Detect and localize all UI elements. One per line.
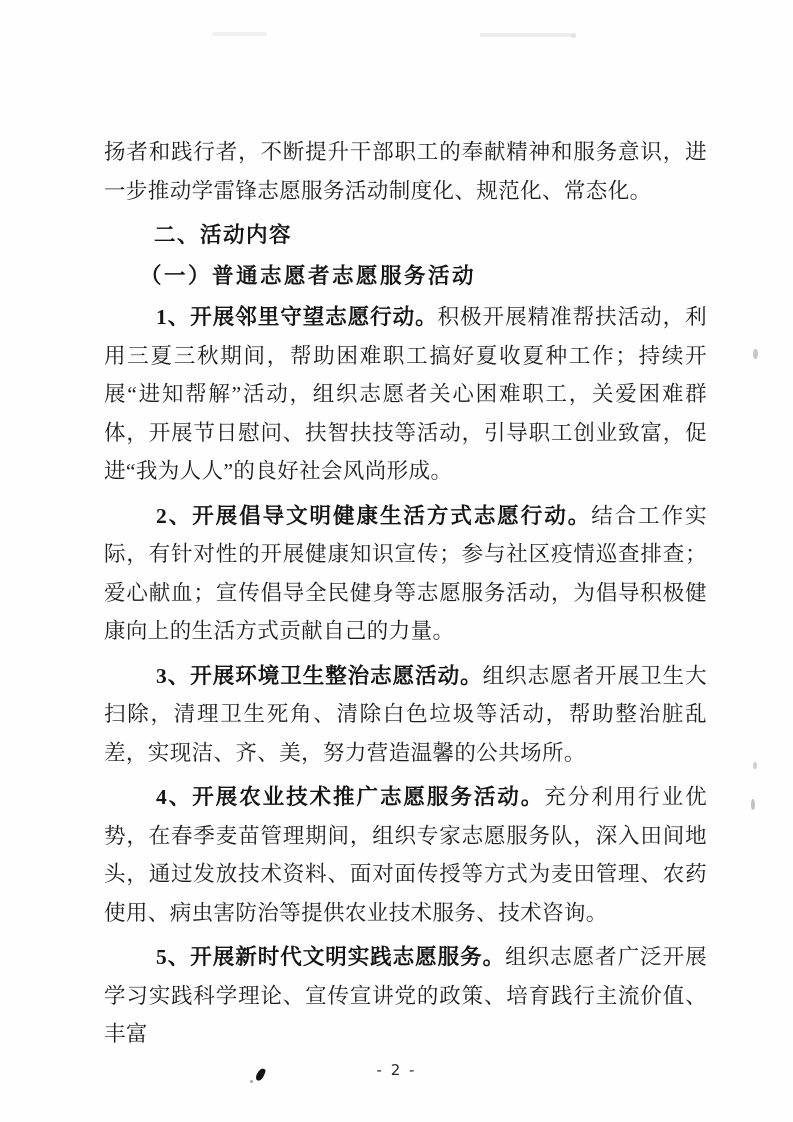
scan-artifact [571, 33, 576, 38]
heading-1: 二、活动内容 [154, 223, 293, 247]
ink-speck [250, 1080, 253, 1083]
scan-artifact [212, 32, 267, 36]
paragraph-lead: 1、开展邻里守望志愿行动。 [156, 305, 438, 329]
paragraph-lead: 5、开展新时代文明实践志愿服务。 [156, 945, 506, 969]
scan-artifact [751, 799, 755, 810]
paragraph: 1、开展邻里守望志愿行动。积极开展精准帮扶活动，利用三夏三秋期间，帮助困难职工搞好夏收夏种工作；持续开展“进知帮解”活动，组织志愿者关心困难职工，关爱困难群体，开展节日慰问、扶智扶技等活动，引导职工创业致富，促进“我为人人”的良好社会风尚形成。 [104, 305, 707, 483]
scan-artifact [480, 33, 572, 37]
scan-artifact [753, 349, 758, 359]
paragraph: 扬者和践行者，不断提升干部职工的奉献精神和服务意识，进一步推动学雷锋志愿服务活动制度化、规范化、常态化。 [104, 140, 707, 203]
paragraph: 3、开展环境卫生整治志愿活动。组织志愿者开展卫生大扫除，清理卫生死角、清除白色垃圾等活动，帮助整治脏乱差，实现洁、齐、美，努力营造温馨的公共场所。 [104, 663, 707, 765]
paragraph-lead: 3、开展环境卫生整治志愿活动。 [156, 663, 483, 688]
document-body [104, 133, 707, 1060]
scan-artifact [753, 762, 757, 769]
page-number: - 2 - [376, 1061, 417, 1079]
paragraph: 2、开展倡导文明健康生活方式志愿行动。结合工作实际，有针对性的开展健康知识宣传；参与社区疫情巡查排查；爱心献血；宣传倡导全民健身等志愿服务活动，为倡导积极健康向上的生活方式贡献自己的力量。 [104, 503, 707, 643]
paragraph: 5、开展新时代文明实践志愿服务。组织志愿者广泛开展学习实践科学理论、宣传宣讲党的政策、培育践行主流价值、丰富 [104, 945, 708, 1046]
paragraph-lead: 2、开展倡导文明健康生活方式志愿行动。 [156, 503, 592, 528]
paragraph: 4、开展农业技术推广志愿服务活动。充分利用行业优势，在春季麦苗管理期间，组织专家志愿服务队，深入田间地头，通过发放技术资料、面对面传授等方式为麦田管理、农药使用、病虫害防治等提供农业技术服务、技术咨询。 [104, 785, 707, 925]
heading-2: （一）普通志愿者志愿服务活动 [140, 263, 477, 288]
paragraph-lead: 4、开展农业技术推广志愿服务活动。 [156, 785, 545, 809]
